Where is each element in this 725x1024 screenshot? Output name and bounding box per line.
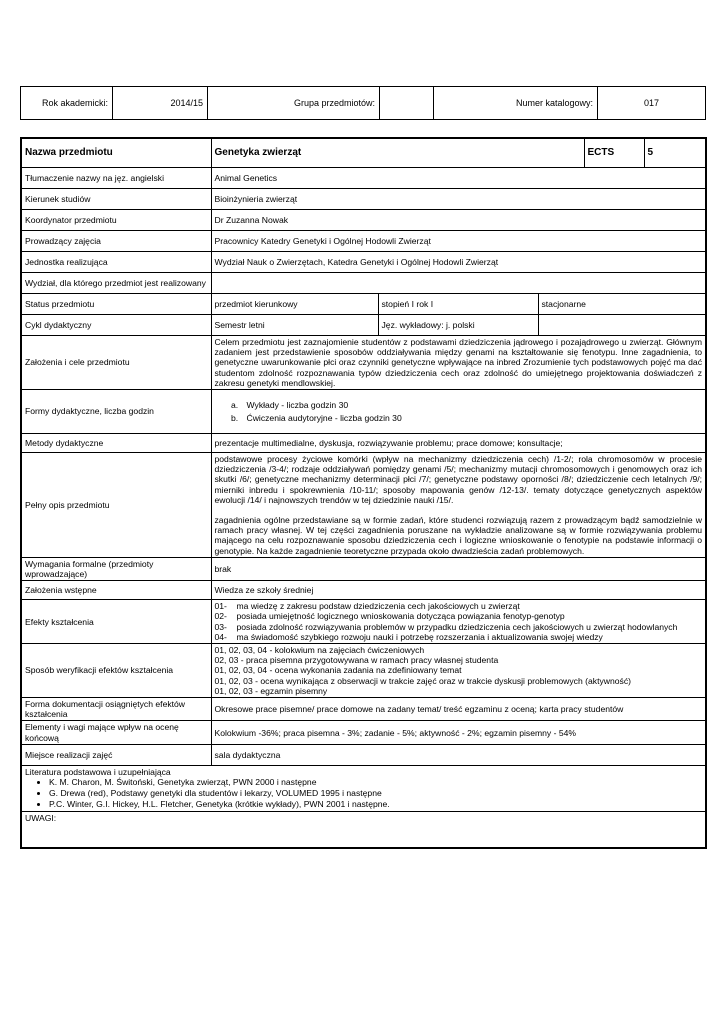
catalog-number-value: 017 bbox=[598, 87, 706, 120]
faculty-label: Wydział, dla którego przedmiot jest realizowany bbox=[21, 273, 211, 294]
row-notes bbox=[21, 812, 706, 848]
status-mode: stacjonarne bbox=[538, 294, 706, 315]
catalog-number-label: Numer katalogowy: bbox=[434, 87, 598, 120]
status-label: Status przedmiotu bbox=[21, 294, 211, 315]
requirements-value: brak bbox=[211, 557, 706, 580]
goals-value: Celem przedmiotu jest zaznajomienie studentów z podstawami dziedziczenia jądrowego i pozajądrowego u zwierząt. Głównym zadaniem jest przedstawienie sposobów oddziaływania między genami na kształtowanie się fenotypu. Inne zagadnienia, to genetyczne uwarunkowanie płci oraz czynniki genetyczne wpływające na inbred Zrozumienie tych podstawowych pojęć ma dać studentom zdolność rozpoznawania typów dziedziczenia cech oraz zdolność do umiejętnego projektowania doświadczeń z zakresu genetyki mendlowskiej. bbox=[211, 336, 706, 390]
course-group-value bbox=[380, 87, 434, 120]
outcome-text: ma wiedzę z zakresu podstaw dziedziczenia cech jakościowych u zwierząt bbox=[236, 601, 520, 612]
forms-item-lecture: a. Wykłady - liczba godzin 30 bbox=[241, 400, 703, 410]
outcome-item bbox=[215, 611, 703, 621]
course-group-label: Grupa przedmiotów: bbox=[208, 87, 380, 120]
academic-year-value: 2014/15 bbox=[113, 87, 208, 120]
row-field-of-study bbox=[21, 189, 706, 210]
location-value: sala dydaktyczna bbox=[211, 744, 706, 765]
cycle-language: Jęz. wykładowy: j. polski bbox=[378, 315, 538, 336]
forms-label: Formy dydaktyczne, liczba godzin bbox=[21, 390, 211, 434]
field-of-study-value: Bioinżynieria zwierząt bbox=[211, 189, 706, 210]
course-name-label: Nazwa przedmiotu bbox=[21, 138, 211, 168]
grading-value: Kolokwium -36%; praca pisemna - 3%; zadanie - 5%; aktywność - 2%; egzamin pisemny - 54% bbox=[211, 721, 706, 744]
verification-item: 01, 02, 03 - ocena wynikająca z obserwacji w trakcie zajęć oraz w trakcie dyskusji problemowych (aktywność) bbox=[214, 675, 631, 686]
description-value bbox=[211, 453, 706, 558]
row-grading bbox=[21, 721, 706, 744]
row-requirements bbox=[21, 557, 706, 580]
row-coordinator bbox=[21, 210, 706, 231]
verification-item: 01, 02, 03 - egzamin pisemny bbox=[214, 685, 328, 696]
row-literature bbox=[21, 765, 706, 811]
description-paragraph-1: podstawowe procesy życiowe komórki (wpływ na mechanizmy dziedziczenia cech) /1-2/; rola chromosomów w procesie dziedziczenia /3-4/; rodzaje oddziaływań pomiędzy genami /5/; mechanizmy mutacji chromosomowych i genomowych oraz ich skutki /6/; genetyczne mechanizmy determinacji płci /7/; genetyczne podstawy oporności /8/; dziedziczenie cech letalnych /9/; mierniki inbredu i spokrewnienia /10-11/; sposoby mapowania genów /12-13/. tematy dotyczące genetycznych aspektów ewolucji /14/ i najnowszych trendów w tej dziedzinie nauki /15/. bbox=[214, 454, 703, 505]
documentation-value: Okresowe prace pisemne/ prace domowe na zadany temat/ treść egzaminu z oceną; karta pracy studentów bbox=[211, 698, 706, 721]
location-label: Miejsce realizacji zajęć bbox=[21, 744, 211, 765]
outcome-number: 03- bbox=[214, 621, 227, 632]
outcome-text: ma świadomość szybkiego rozwoju nauki i potrzebę rozszerzania i aktualizowania swojej wiedzy bbox=[236, 631, 603, 642]
literature-label: Literatura podstawowa i uzupełniająca bbox=[25, 766, 171, 777]
outcome-item bbox=[215, 601, 703, 611]
row-documentation bbox=[21, 698, 706, 721]
row-methods bbox=[21, 434, 706, 453]
faculty-value bbox=[211, 273, 706, 294]
cycle-empty bbox=[538, 315, 706, 336]
outcome-number: 01- bbox=[214, 601, 227, 612]
ects-label: ECTS bbox=[584, 138, 644, 168]
forms-list bbox=[215, 400, 703, 423]
row-location bbox=[21, 744, 706, 765]
coordinator-value: Dr Zuzanna Nowak bbox=[211, 210, 706, 231]
outcome-text: posiada umiejętność logicznego wnioskowania dotycząca powiązania fenotyp-genotyp bbox=[236, 611, 565, 622]
description-paragraph-2: zagadnienia ogólne przedstawiane są w formie zadań, które studenci rozwiązują razem z prowadzącym bądź samodzielnie w ramach pracy własnej. W tej części zagadnienia poruszane na wykładzie analizowane są w formie rozwiązywania problemu mającego na celu rozpoznawanie sposobu dziedziczenia cech i logiczne wnioskowanie o fenotypie na podstawie informacji o genotypie. Na każde zagadnienie teoretyczne przypada około dwadzieścia zadań problemowych. bbox=[214, 515, 703, 556]
outcomes-label: Efekty kształcenia bbox=[21, 600, 211, 644]
unit-value: Wydział Nauk o Zwierzętach, Katedra Genetyki i Ogólnej Hodowli Zwierząt bbox=[211, 252, 706, 273]
ects-value: 5 bbox=[644, 138, 706, 168]
verification-item: 01, 02, 03, 04 - ocena wykonania zadania na zdefiniowany temat bbox=[214, 665, 462, 676]
outcome-number: 02- bbox=[214, 611, 227, 622]
prerequisites-value: Wiedza ze szkoły średniej bbox=[211, 581, 706, 600]
row-faculty bbox=[21, 273, 706, 294]
verification-item: 02, 03 - praca pisemna przygotowywana w ramach pracy własnej studenta bbox=[214, 655, 499, 666]
row-unit bbox=[21, 252, 706, 273]
cycle-label: Cykl dydaktyczny bbox=[21, 315, 211, 336]
row-outcomes bbox=[21, 600, 706, 644]
description-label: Pełny opis przedmiotu bbox=[21, 453, 211, 558]
status-type: przedmiot kierunkowy bbox=[211, 294, 378, 315]
row-instructors bbox=[21, 231, 706, 252]
instructors-label: Prowadzący zajęcia bbox=[21, 231, 211, 252]
literature-item: • P.C. Winter, G.I. Hickey, H.L. Fletcher, Genetyka (krótkie wykłady), PWN 2001 i następne. bbox=[49, 799, 702, 810]
row-course-name bbox=[21, 138, 706, 168]
instructors-value: Pracownicy Katedry Genetyki i Ogólnej Hodowli Zwierząt bbox=[211, 231, 706, 252]
notes-label: UWAGI: bbox=[21, 812, 706, 848]
literature-list bbox=[25, 777, 702, 810]
prerequisites-label: Założenia wstępne bbox=[21, 581, 211, 600]
row-status bbox=[21, 294, 706, 315]
outcome-item bbox=[215, 632, 703, 642]
literature-item: • G. Drewa (red), Podstawy genetyki dla studentów i lekarzy, VOLUMED 1995 i następne bbox=[49, 788, 702, 799]
translation-label: Tłumaczenie nazwy na jęz. angielski bbox=[21, 168, 211, 189]
outcomes-value bbox=[211, 600, 706, 644]
row-translation bbox=[21, 168, 706, 189]
verification-label: Sposób weryfikacji efektów kształcenia bbox=[21, 644, 211, 698]
academic-year-label: Rok akademicki: bbox=[21, 87, 113, 120]
translation-value: Animal Genetics bbox=[211, 168, 706, 189]
requirements-label: Wymagania formalne (przedmioty wprowadzające) bbox=[21, 557, 211, 580]
grading-label: Elementy i wagi mające wpływ na ocenę końcową bbox=[21, 721, 211, 744]
row-forms bbox=[21, 390, 706, 434]
unit-label: Jednostka realizująca bbox=[21, 252, 211, 273]
syllabus-table bbox=[20, 137, 707, 849]
outcome-item bbox=[215, 622, 703, 632]
field-of-study-label: Kierunek studiów bbox=[21, 189, 211, 210]
header-row bbox=[21, 87, 706, 120]
verification-value bbox=[211, 644, 706, 698]
methods-value: prezentacje multimedialne, dyskusja, rozwiązywanie problemu; prace domowe; konsultacje; bbox=[211, 434, 706, 453]
outcome-text: posiada zdolność rozwiązywania problemów w przypadku dziedziczenia cech jakościowych u zwierząt hodowlanych bbox=[236, 621, 678, 632]
literature-cell bbox=[21, 765, 706, 811]
status-level: stopień I rok I bbox=[378, 294, 538, 315]
verification-item: 01, 02, 03, 04 - kolokwium na zajęciach ćwiczeniowych bbox=[214, 645, 425, 656]
header-table bbox=[20, 86, 706, 120]
row-cycle bbox=[21, 315, 706, 336]
row-description bbox=[21, 453, 706, 558]
course-name-value: Genetyka zwierząt bbox=[211, 138, 584, 168]
outcome-number: 04- bbox=[214, 631, 227, 642]
forms-value bbox=[211, 390, 706, 434]
row-verification bbox=[21, 644, 706, 698]
literature-item: • K. M. Charon, M. Świtoński, Genetyka zwierząt, PWN 2000 i następne bbox=[49, 777, 702, 788]
forms-item-exercises: b. Ćwiczenia audytoryjne - liczba godzin 30 bbox=[241, 413, 703, 423]
documentation-label: Forma dokumentacji osiągniętych efektów kształcenia bbox=[21, 698, 211, 721]
cycle-semester: Semestr letni bbox=[211, 315, 378, 336]
row-prerequisites bbox=[21, 581, 706, 600]
goals-label: Założenia i cele przedmiotu bbox=[21, 336, 211, 390]
row-goals bbox=[21, 336, 706, 390]
methods-label: Metody dydaktyczne bbox=[21, 434, 211, 453]
coordinator-label: Koordynator przedmiotu bbox=[21, 210, 211, 231]
